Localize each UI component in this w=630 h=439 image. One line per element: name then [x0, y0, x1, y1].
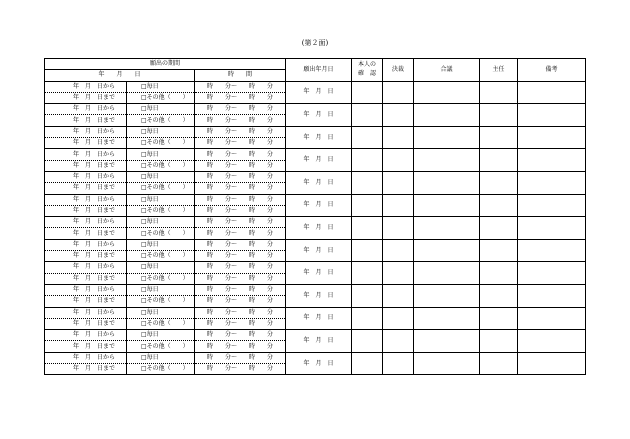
start-time-cell[interactable]: 時 分～ 時 分 — [195, 217, 286, 228]
other-checkbox[interactable]: □その他（ ） — [127, 138, 195, 149]
application-date-cell[interactable]: 年 月 日 — [286, 330, 352, 353]
other-checkbox[interactable]: □その他（ ） — [127, 251, 195, 262]
consultation-cell[interactable] — [414, 194, 480, 217]
decision-cell[interactable] — [383, 104, 414, 127]
from-date-cell[interactable]: 年 月 日から — [45, 307, 127, 318]
remarks-cell[interactable] — [518, 126, 586, 149]
form-row-start — [45, 307, 586, 318]
form-row-start — [45, 149, 586, 160]
application-date-cell[interactable]: 年 月 日 — [286, 194, 352, 217]
from-date-cell[interactable]: 年 月 日から — [45, 217, 127, 228]
form-row-start — [45, 194, 586, 205]
remarks-cell[interactable] — [518, 171, 586, 194]
from-date-cell[interactable]: 年 月 日から — [45, 171, 127, 182]
application-date-header: 願出年月日 — [286, 59, 352, 82]
chief-cell[interactable] — [480, 194, 518, 217]
other-checkbox[interactable]: □その他（ ） — [127, 364, 195, 375]
consultation-header: 合議 — [414, 59, 480, 82]
daily-checkbox[interactable]: □毎日 — [127, 352, 195, 363]
other-checkbox[interactable]: □その他（ ） — [127, 296, 195, 307]
date-column-header: 年 月 日 — [45, 70, 195, 81]
time-column-header: 時 間 — [195, 70, 286, 81]
remarks-cell[interactable] — [518, 262, 586, 285]
remarks-cell[interactable] — [518, 352, 586, 375]
start-time-cell[interactable]: 時 分～ 時 分 — [195, 262, 286, 273]
end-time-cell[interactable]: 時 分～ 時 分 — [195, 138, 286, 149]
form-row-start — [45, 81, 586, 92]
remarks-cell[interactable] — [518, 284, 586, 307]
chief-cell[interactable] — [480, 330, 518, 353]
other-checkbox[interactable]: □その他（ ） — [127, 160, 195, 171]
end-time-cell[interactable]: 時 分～ 時 分 — [195, 251, 286, 262]
confirmation-cell[interactable] — [352, 239, 383, 262]
consultation-cell[interactable] — [414, 126, 480, 149]
daily-checkbox[interactable]: □毎日 — [127, 104, 195, 115]
end-time-cell[interactable]: 時 分～ 時 分 — [195, 318, 286, 329]
to-date-cell[interactable]: 年 月 日まで — [45, 92, 127, 103]
other-checkbox[interactable]: □その他（ ） — [127, 318, 195, 329]
form-row-start — [45, 171, 586, 182]
end-time-cell[interactable]: 時 分～ 時 分 — [195, 92, 286, 103]
start-time-cell[interactable]: 時 分～ 時 分 — [195, 352, 286, 363]
decision-cell[interactable] — [383, 239, 414, 262]
confirmation-header-line1: 本人の — [358, 61, 377, 69]
application-date-cell[interactable]: 年 月 日 — [286, 126, 352, 149]
from-date-cell[interactable]: 年 月 日から — [45, 284, 127, 295]
confirmation-cell[interactable] — [352, 330, 383, 353]
end-time-cell[interactable]: 時 分～ 時 分 — [195, 273, 286, 284]
confirmation-cell[interactable] — [352, 307, 383, 330]
other-checkbox[interactable]: □その他（ ） — [127, 273, 195, 284]
end-time-cell[interactable]: 時 分～ 時 分 — [195, 364, 286, 375]
confirmation-header — [352, 59, 383, 82]
from-date-cell[interactable]: 年 月 日から — [45, 149, 127, 160]
decision-cell[interactable] — [383, 217, 414, 240]
form-row-start — [45, 217, 586, 228]
chief-cell[interactable] — [480, 126, 518, 149]
other-checkbox[interactable]: □その他（ ） — [127, 228, 195, 239]
application-date-cell[interactable]: 年 月 日 — [286, 352, 352, 375]
daily-checkbox[interactable]: □毎日 — [127, 81, 195, 92]
consultation-cell[interactable] — [414, 104, 480, 127]
confirmation-cell[interactable] — [352, 171, 383, 194]
remarks-cell[interactable] — [518, 104, 586, 127]
to-date-cell[interactable]: 年 月 日まで — [45, 318, 127, 329]
remarks-cell[interactable] — [518, 194, 586, 217]
consultation-cell[interactable] — [414, 239, 480, 262]
daily-checkbox[interactable]: □毎日 — [127, 239, 195, 250]
consultation-cell[interactable] — [414, 171, 480, 194]
chief-cell[interactable] — [480, 149, 518, 172]
daily-checkbox[interactable]: □毎日 — [127, 126, 195, 137]
start-time-cell[interactable]: 時 分～ 時 分 — [195, 171, 286, 182]
chief-cell[interactable] — [480, 171, 518, 194]
start-time-cell[interactable]: 時 分～ 時 分 — [195, 284, 286, 295]
start-time-cell[interactable]: 時 分～ 時 分 — [195, 126, 286, 137]
consultation-cell[interactable] — [414, 284, 480, 307]
to-date-cell[interactable]: 年 月 日まで — [45, 251, 127, 262]
confirmation-cell[interactable] — [352, 262, 383, 285]
confirmation-cell[interactable] — [352, 217, 383, 240]
consultation-cell[interactable] — [414, 81, 480, 104]
daily-checkbox[interactable]: □毎日 — [127, 330, 195, 341]
chief-cell[interactable] — [480, 307, 518, 330]
to-date-cell[interactable]: 年 月 日まで — [45, 138, 127, 149]
to-date-cell[interactable]: 年 月 日まで — [45, 364, 127, 375]
consultation-cell[interactable] — [414, 352, 480, 375]
from-date-cell[interactable]: 年 月 日から — [45, 239, 127, 250]
application-date-cell[interactable]: 年 月 日 — [286, 307, 352, 330]
start-time-cell[interactable]: 時 分～ 時 分 — [195, 149, 286, 160]
other-checkbox[interactable]: □その他（ ） — [127, 205, 195, 216]
chief-cell[interactable] — [480, 262, 518, 285]
from-date-cell[interactable]: 年 月 日から — [45, 262, 127, 273]
consultation-cell[interactable] — [414, 217, 480, 240]
form-row-start — [45, 284, 586, 295]
from-date-cell[interactable]: 年 月 日から — [45, 104, 127, 115]
to-date-cell[interactable]: 年 月 日まで — [45, 341, 127, 352]
form-row-start — [45, 262, 586, 273]
decision-cell[interactable] — [383, 171, 414, 194]
to-date-cell[interactable]: 年 月 日まで — [45, 296, 127, 307]
remarks-cell[interactable] — [518, 81, 586, 104]
application-date-cell[interactable]: 年 月 日 — [286, 284, 352, 307]
consultation-cell[interactable] — [414, 262, 480, 285]
confirmation-cell[interactable] — [352, 284, 383, 307]
chief-cell[interactable] — [480, 217, 518, 240]
to-date-cell[interactable]: 年 月 日まで — [45, 228, 127, 239]
consultation-cell[interactable] — [414, 330, 480, 353]
form-row-start — [45, 126, 586, 137]
chief-header: 主任 — [480, 59, 518, 82]
confirmation-cell[interactable] — [352, 126, 383, 149]
application-date-cell[interactable]: 年 月 日 — [286, 149, 352, 172]
end-time-cell[interactable]: 時 分～ 時 分 — [195, 160, 286, 171]
decision-cell[interactable] — [383, 307, 414, 330]
daily-checkbox[interactable]: □毎日 — [127, 149, 195, 160]
from-date-cell[interactable]: 年 月 日から — [45, 330, 127, 341]
consultation-cell[interactable] — [414, 149, 480, 172]
chief-cell[interactable] — [480, 284, 518, 307]
daily-checkbox[interactable]: □毎日 — [127, 217, 195, 228]
start-time-cell[interactable]: 時 分～ 時 分 — [195, 104, 286, 115]
start-time-cell[interactable]: 時 分～ 時 分 — [195, 194, 286, 205]
decision-header: 決裁 — [383, 59, 414, 82]
to-date-cell[interactable]: 年 月 日まで — [45, 205, 127, 216]
to-date-cell[interactable]: 年 月 日まで — [45, 160, 127, 171]
other-checkbox[interactable]: □その他（ ） — [127, 92, 195, 103]
to-date-cell[interactable]: 年 月 日まで — [45, 115, 127, 126]
chief-cell[interactable] — [480, 352, 518, 375]
other-checkbox[interactable]: □その他（ ） — [127, 341, 195, 352]
consultation-cell[interactable] — [414, 307, 480, 330]
form-body — [45, 81, 586, 375]
application-date-cell[interactable]: 年 月 日 — [286, 239, 352, 262]
from-date-cell[interactable]: 年 月 日から — [45, 352, 127, 363]
start-time-cell[interactable]: 時 分～ 時 分 — [195, 330, 286, 341]
chief-cell[interactable] — [480, 104, 518, 127]
period-header: 願出の期間 — [45, 59, 286, 70]
decision-cell[interactable] — [383, 330, 414, 353]
other-checkbox[interactable]: □その他（ ） — [127, 183, 195, 194]
remarks-cell[interactable] — [518, 307, 586, 330]
decision-cell[interactable] — [383, 284, 414, 307]
daily-checkbox[interactable]: □毎日 — [127, 194, 195, 205]
chief-cell[interactable] — [480, 239, 518, 262]
daily-checkbox[interactable]: □毎日 — [127, 284, 195, 295]
chief-cell[interactable] — [480, 81, 518, 104]
decision-cell[interactable] — [383, 352, 414, 375]
confirmation-cell[interactable] — [352, 194, 383, 217]
daily-checkbox[interactable]: □毎日 — [127, 307, 195, 318]
application-date-cell[interactable]: 年 月 日 — [286, 217, 352, 240]
end-time-cell[interactable]: 時 分～ 時 分 — [195, 205, 286, 216]
confirmation-cell[interactable] — [352, 81, 383, 104]
end-time-cell[interactable]: 時 分～ 時 分 — [195, 341, 286, 352]
form-row-start — [45, 330, 586, 341]
decision-cell[interactable] — [383, 81, 414, 104]
start-time-cell[interactable]: 時 分～ 時 分 — [195, 239, 286, 250]
to-date-cell[interactable]: 年 月 日まで — [45, 273, 127, 284]
confirmation-cell[interactable] — [352, 104, 383, 127]
confirmation-cell[interactable] — [352, 149, 383, 172]
decision-cell[interactable] — [383, 262, 414, 285]
remarks-cell[interactable] — [518, 217, 586, 240]
end-time-cell[interactable]: 時 分～ 時 分 — [195, 183, 286, 194]
confirmation-header-line2: 確 認 — [358, 70, 377, 78]
remarks-cell[interactable] — [518, 330, 586, 353]
form-row-start — [45, 239, 586, 250]
application-date-cell[interactable]: 年 月 日 — [286, 81, 352, 104]
form-row-start — [45, 352, 586, 363]
form-row-start — [45, 104, 586, 115]
application-form-table — [44, 58, 586, 375]
remarks-header: 備考 — [518, 59, 586, 82]
application-date-cell[interactable]: 年 月 日 — [286, 262, 352, 285]
end-time-cell[interactable]: 時 分～ 時 分 — [195, 228, 286, 239]
from-date-cell[interactable]: 年 月 日から — [45, 194, 127, 205]
page-label: (第２面) — [301, 39, 329, 47]
from-date-cell[interactable]: 年 月 日から — [45, 81, 127, 92]
start-time-cell[interactable]: 時 分～ 時 分 — [195, 307, 286, 318]
decision-cell[interactable] — [383, 194, 414, 217]
end-time-cell[interactable]: 時 分～ 時 分 — [195, 115, 286, 126]
application-date-cell[interactable]: 年 月 日 — [286, 171, 352, 194]
decision-cell[interactable] — [383, 126, 414, 149]
daily-checkbox[interactable]: □毎日 — [127, 171, 195, 182]
other-checkbox[interactable]: □その他（ ） — [127, 115, 195, 126]
daily-checkbox[interactable]: □毎日 — [127, 262, 195, 273]
confirmation-cell[interactable] — [352, 352, 383, 375]
to-date-cell[interactable]: 年 月 日まで — [45, 183, 127, 194]
remarks-cell[interactable] — [518, 149, 586, 172]
from-date-cell[interactable]: 年 月 日から — [45, 126, 127, 137]
start-time-cell[interactable]: 時 分～ 時 分 — [195, 81, 286, 92]
application-date-cell[interactable]: 年 月 日 — [286, 104, 352, 127]
remarks-cell[interactable] — [518, 239, 586, 262]
decision-cell[interactable] — [383, 149, 414, 172]
end-time-cell[interactable]: 時 分～ 時 分 — [195, 296, 286, 307]
